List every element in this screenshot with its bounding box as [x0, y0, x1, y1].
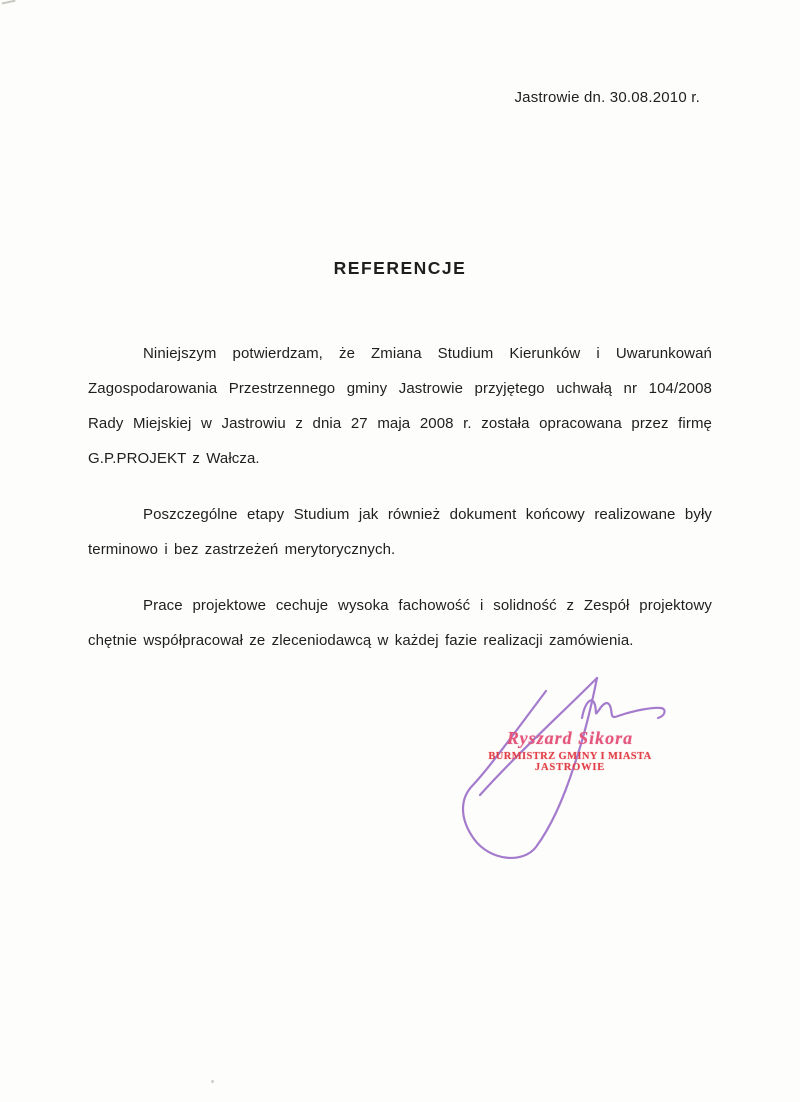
scan-artifact-corner: [2, 0, 17, 8]
stamp-city-line: JASTROWIE: [534, 762, 606, 773]
stamp-name: Ryszard Sikora: [506, 728, 634, 748]
official-stamp: [485, 728, 655, 773]
signature-block: [430, 648, 700, 883]
document-title: REFERENCJE: [333, 258, 467, 278]
date-line: Jastrowie dn. 30.08.2010 r.: [514, 89, 700, 106]
paragraph-3: Prace projektowe cechuje wysoka fachowość i solidność z Zespół projektowy chętnie współpracował ze zleceniodawcą w każdej fazie realizacji zamówienia.: [88, 597, 712, 649]
letter-body: [88, 336, 712, 679]
stamp-title-line: BURMISTRZ GMINY I MIASTA: [488, 751, 652, 762]
scan-artifact-speck: [211, 1080, 214, 1083]
paragraph-1: Niniejszym potwierdzam, że Zmiana Studium Kierunków i Uwarunkowań Zagospodarowania Przestrzennego gminy Jastrowie przyjętego uchwałą nr 104/2008 Rady Miejskiej w Jastrowiu z dnia 27 maja 2008 r. została opracowana przez firmę G.P.PROJEKT z Wałcza.: [88, 345, 712, 467]
paragraph-2: Poszczególne etapy Studium jak również dokument końcowy realizowane były terminowo i bez zastrzeżeń merytorycznych.: [88, 506, 712, 558]
